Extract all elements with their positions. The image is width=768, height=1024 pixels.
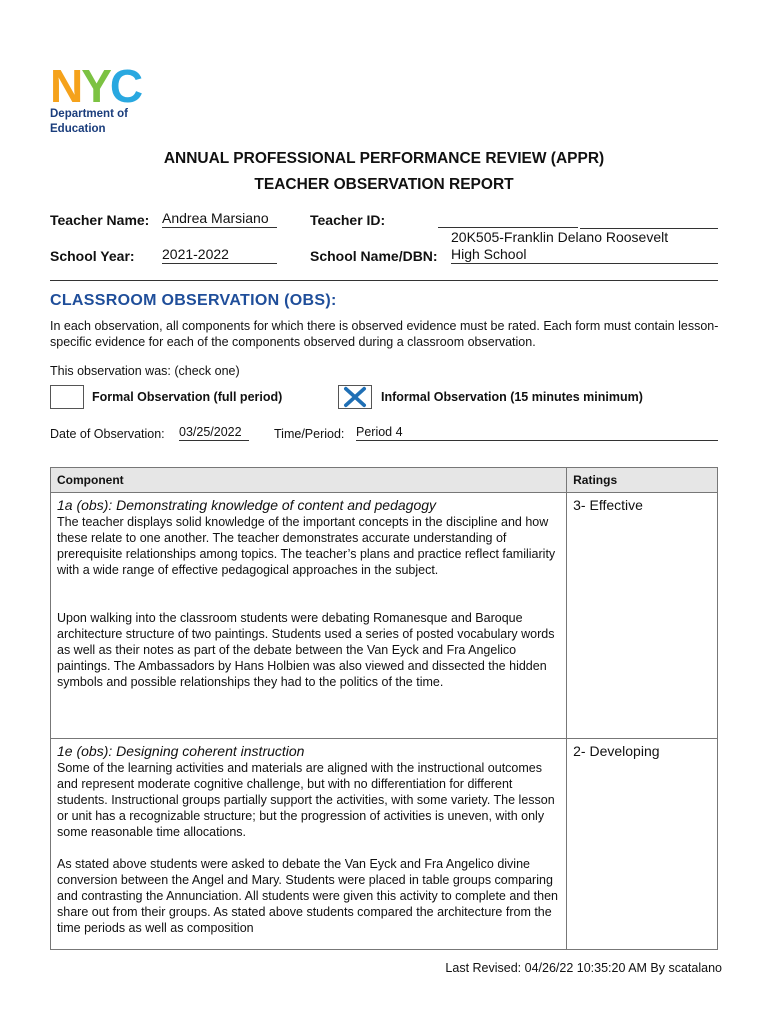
x-check-icon [339, 386, 371, 408]
rating-value: 2- Developing [573, 743, 660, 759]
formal-observation-label: Formal Observation (full period) [92, 390, 283, 404]
date-label: Date of Observation: [50, 427, 165, 441]
teacher-id-value [438, 210, 578, 228]
report-title-line2: TEACHER OBSERVATION REPORT [254, 176, 514, 193]
header-component: Component [51, 468, 567, 493]
school-year-value: 2021-2022 [162, 246, 277, 264]
check-prompt: This observation was: (check one) [50, 364, 240, 378]
component-description: The teacher displays solid knowledge of the important concepts in the discipline and how these relate to one another. The teacher demonstrates accurate understanding of prerequisite relationships among topics. The teacher’s plans and practice reflect familiarity with a wide range of effective pedagogical approaches in the subject. [57, 515, 556, 577]
informal-observation-checkbox[interactable] [338, 385, 372, 409]
component-title: 1a (obs): Demonstrating knowledge of content and pedagogy [57, 497, 437, 513]
header-ratings: Ratings [567, 468, 718, 493]
formal-observation-checkbox[interactable] [50, 385, 84, 409]
component-evidence: As stated above students were asked to debate the Van Eyck and Fra Angelico divine conversion between the Angel and Mary. Students were placed in table groups comparing and contrasting the Annunciation. All students were given this activity to complete and then share out from their groups. As stated above students compared the architecture from the time periods as well as composition [57, 857, 559, 935]
table-row [51, 493, 718, 739]
component-cell [51, 493, 567, 739]
component-description: Some of the learning activities and materials are aligned with the instructional outcomes and represent moderate cognitive challenge, but with no differentiation for different students. Instructional groups partially support the activities, with some variety. The lesson or unit has a recognizable structure; but the progression of activities is uneven, with only some reasonable time allocations. [57, 761, 555, 839]
nyc-doe-logo [50, 60, 160, 136]
school-name-line2: High School [451, 246, 718, 264]
logo-letter-c: C [109, 60, 142, 112]
header-divider [50, 280, 718, 281]
school-name-label: School Name/DBN: [310, 248, 438, 264]
teacher-name-label: Teacher Name: [50, 212, 150, 228]
date-value: 03/25/2022 [179, 425, 249, 441]
time-period-label: Time/Period: [274, 427, 345, 441]
teacher-name-value: Andrea Marsiano [162, 210, 277, 228]
logo-letter-y: Y [81, 60, 110, 112]
component-title: 1e (obs): Designing coherent instruction [57, 743, 305, 759]
rating-cell [567, 493, 718, 739]
school-year-label: School Year: [50, 248, 135, 264]
logo-department: Department of [50, 108, 128, 120]
time-period-value: Period 4 [356, 425, 718, 441]
component-cell [51, 739, 567, 950]
component-ratings-table [50, 467, 718, 950]
teacher-id-label: Teacher ID: [310, 212, 386, 228]
section-title: CLASSROOM OBSERVATION (OBS): [50, 292, 337, 309]
last-revised-footer: Last Revised: 04/26/22 10:35:20 AM By scatalano [445, 961, 722, 975]
logo-education: Education [50, 123, 106, 135]
rating-cell [567, 739, 718, 950]
intro-text: In each observation, all components for which there is observed evidence must be rated. Each form must contain lesson-specific evidence for each of the components observed during a classroom observation. [50, 319, 719, 349]
component-evidence: Upon walking into the classroom students were debating Romanesque and Baroque architecture structure of two paintings. Students used a series of posted vocabulary words as well as their notes as part of the debate between the Van Eyck and Fra Angelico paintings. The Ambassadors by Hans Holbien was also viewed and dissected the hidden symbols and possible relationships they had to the politics of the time. [57, 611, 555, 689]
report-title-line1: ANNUAL PROFESSIONAL PERFORMANCE REVIEW (APPR) [163, 150, 605, 167]
rating-value: 3- Effective [573, 497, 643, 513]
informal-observation-label: Informal Observation (15 minutes minimum) [381, 390, 643, 404]
school-name-line1: 20K505-Franklin Delano Roosevelt [451, 229, 669, 245]
nyc-logo-letters [50, 60, 160, 112]
table-header-row [51, 468, 718, 493]
logo-letter-n: N [50, 60, 82, 112]
table-row [51, 739, 718, 950]
